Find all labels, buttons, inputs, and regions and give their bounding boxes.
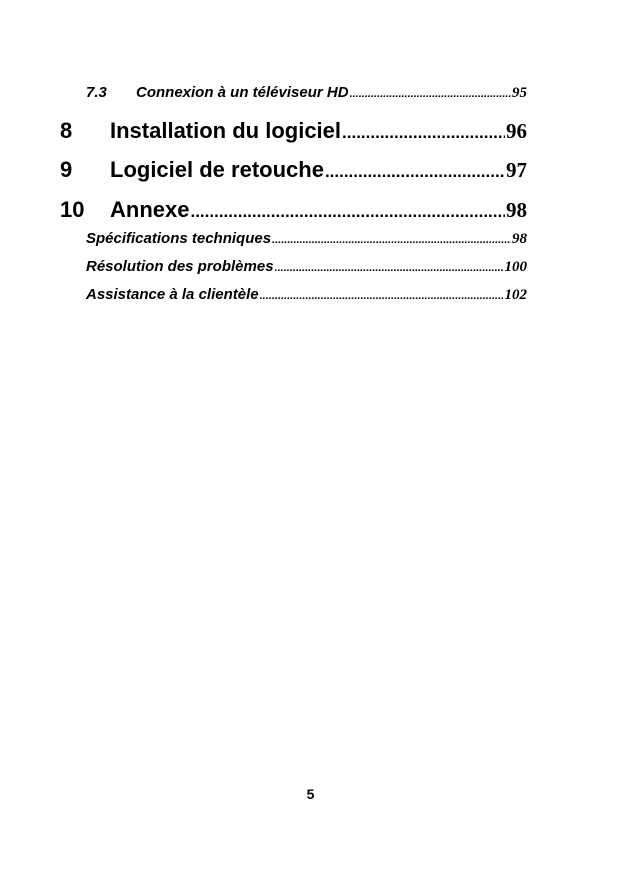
page-number: 5 (306, 786, 315, 802)
dot-leader (342, 123, 505, 143)
dot-leader (190, 202, 505, 222)
dot-leader (260, 290, 504, 302)
toc-entry-title: Logiciel de retouche (110, 157, 324, 182)
toc-entry-troubleshooting[interactable] (86, 258, 527, 276)
toc-entry-number: 10 (60, 197, 85, 222)
toc-entry-number: 9 (60, 157, 73, 182)
toc-entry-chapter-8[interactable] (60, 118, 527, 144)
toc-entry-number: 8 (60, 118, 73, 143)
toc-entry-page: 98 (506, 198, 527, 222)
toc-entry-title: Résolution des problèmes (86, 258, 274, 275)
toc-entry-page: 95 (512, 85, 527, 101)
dot-leader (350, 88, 511, 100)
toc-entry-page: 98 (512, 231, 527, 247)
toc-entry-title: Installation du logiciel (110, 118, 342, 143)
dot-leader (275, 262, 504, 274)
dot-leader (272, 234, 511, 246)
toc-entry-7-3[interactable] (86, 84, 527, 102)
dot-leader (325, 162, 505, 182)
toc-entry-number: 7.3 (86, 84, 107, 101)
toc-entry-customer-support[interactable] (86, 286, 527, 304)
toc-entry-page: 96 (506, 119, 527, 143)
toc-entry-chapter-10[interactable] (60, 197, 527, 223)
toc-entry-title: Assistance à la clientèle (86, 286, 259, 303)
toc-entry-page: 102 (504, 287, 527, 303)
toc-entry-chapter-9[interactable] (60, 157, 527, 183)
toc-entry-page: 100 (504, 259, 527, 275)
toc-entry-title: Spécifications techniques (86, 230, 272, 247)
toc-entry-page: 97 (506, 158, 527, 182)
toc-entry-title: Connexion à un téléviseur HD (136, 84, 349, 101)
toc-entry-specifications[interactable] (86, 230, 527, 248)
toc-entry-title: Annexe (110, 197, 190, 222)
